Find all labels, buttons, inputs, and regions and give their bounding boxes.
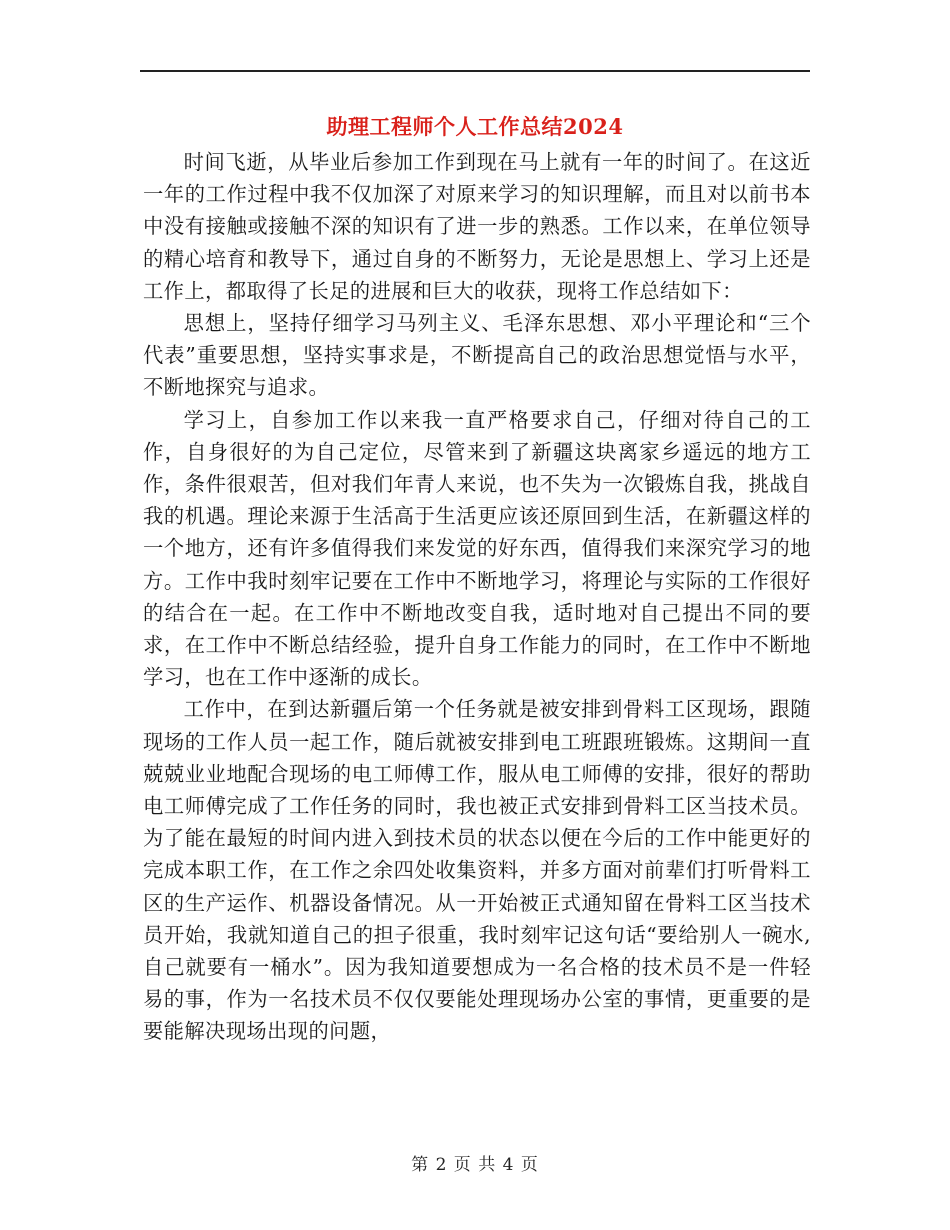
paragraph-study: 学习上，自参加工作以来我一直严格要求自己，仔细对待自己的工作，自身很好的为自己定位，尽管来到了新疆这块离家乡遥远的地方工作，条件很艰苦，但对我们年青人来说，也不失为一次锻炼自我，挑战自我的机遇。理论来源于生活高于生活更应该还原回到生活，在新疆这样的一个地方，还有许多值得我们来发觉的好东西，值得我们来深究学习的地方。工作中我时刻牢记要在工作中不断地学习，将理论与实际的工作很好的结合在一起。在工作中不断地改变自我，适时地对自己提出不同的要求，在工作中不断总结经验，提升自身工作能力的同时，在工作中不断地学习，也在工作中逐渐的成长。 <box>143 407 811 690</box>
paragraph-work: 工作中，在到达新疆后第一个任务就是被安排到骨料工区现场，跟随现场的工作人员一起工作，随后就被安排到电工班跟班锻炼。这期间一直兢兢业业地配合现场的电工师傅工作，服从电工师傅的安排，很好的帮助电工师傅完成了工作任务的同时，我也被正式安排到骨料工区当技术员。为了能在最短的时间内进入到技术员的状态以便在今后的工作中能更好的完成本职工作，在工作之余四处收集资料，并多方面对前辈们打听骨料工区的生产运作、机器设备情况。从一开始被正式通知留在骨料工区当技术员开始，我就知道自己的担子很重，我时刻牢记这句话“要给别人一碗水,自己就要有一桶水”。因为我知道要想成为一名合格的技术员不是一件轻易的事，作为一名技术员不仅仅要能处理现场办公室的事情，更重要的是要能解决现场出现的问题， <box>143 697 811 1044</box>
header-rule <box>140 70 810 72</box>
page-number-footer: 第 2 页 共 4 页 <box>411 1155 539 1175</box>
document-body <box>143 146 811 1048</box>
document-title: 助理工程师个人工作总结2024 <box>326 114 624 139</box>
paragraph-intro: 时间飞逝，从毕业后参加工作到现在马上就有一年的时间了。在这近一年的工作过程中我不仅加深了对原来学习的知识理解，而且对以前书本中没有接触或接触不深的知识有了进一步的熟悉。工作以来，在单位领导的精心培育和教导下，通过自身的不断努力，无论是思想上、学习上还是工作上，都取得了长足的进展和巨大的收获，现将工作总结如下： <box>143 150 811 303</box>
paragraph-ideology: 思想上，坚持仔细学习马列主义、毛泽东思想、邓小平理论和“三个代表”重要思想，坚持实事求是，不断提高自己的政治思想觉悟与水平，不断地探究与追求。 <box>143 311 811 400</box>
